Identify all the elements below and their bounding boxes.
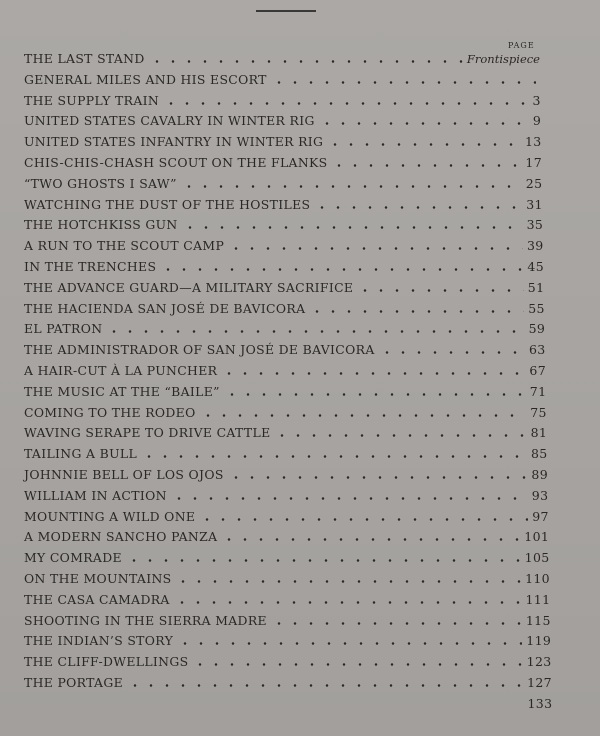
entry-title: A MODERN SANCHO PANZA [24,529,218,545]
dot-leader [228,247,523,250]
dot-leader [174,601,522,604]
entry-title: THE LAST STAND [24,51,145,66]
entry-page-number: 97 [532,508,549,524]
entry-title: A RUN TO THE SCOUT CAMP [24,238,225,254]
list-item [24,689,552,711]
entry-title: ON THE MOUNTAINS [24,571,172,586]
entry-title: JOHNNIE BELL OF LOS OJOS [24,467,224,482]
entry-title: UNITED STATES INFANTRY IN WINTER RIG [24,134,324,150]
entry-title: THE ADMINISTRADOR OF SAN JOSÉ DE BAVICORA [24,342,375,358]
dot-leader [181,185,522,188]
entry-page-number: 111 [525,591,551,607]
entry-title: THE HOTCHKISS GUN [24,217,178,233]
entry-page-number: 93 [531,487,549,503]
entry-page-number: 127 [527,675,552,690]
list-item [24,626,551,648]
list-item [24,356,546,378]
entry-page-number: 51 [527,279,545,295]
dot-leader [126,559,521,562]
list-item [24,460,548,482]
entry-title: THE SUPPLY TRAIN [24,92,160,108]
entry-page-number: 119 [526,633,552,649]
entry-title: EL PATRON [24,321,103,337]
entry-page-number: 81 [530,425,548,441]
entry-title: “TWO GHOSTS I SAW” [24,175,177,191]
entry-page-number: 85 [530,446,548,462]
list-item [24,86,541,108]
entry-page-number: 55 [528,300,545,316]
entry-page-number: 17 [525,155,542,170]
entry-page-number: 9 [532,113,542,129]
entry-page-number: 105 [524,550,550,566]
entry-title: THE ADVANCE GUARD—A MILITARY SACRIFICE [24,279,354,295]
dot-leader [271,81,537,84]
dot-leader [319,122,529,125]
list-item [24,294,545,316]
dot-leader [175,580,521,583]
list-item [24,169,542,191]
entry-title: MY COMRADE [24,550,122,566]
dot-leader [224,393,526,396]
entry-page-number: 133 [527,695,553,711]
entry-page-number: 89 [531,467,548,482]
entry-title: THE PORTAGE [24,675,123,690]
list-item [24,377,546,399]
dot-leader [177,642,522,645]
entry-page-number: 67 [529,363,546,378]
dot-leader [379,351,525,354]
list-item [24,190,543,212]
list-item [24,44,540,66]
list-item [24,127,542,149]
dot-leader [274,434,526,437]
entry-page-number: 101 [524,529,550,545]
list-item [24,314,545,336]
entry-title: THE CASA CAMADRA [24,591,170,607]
dot-leader [309,310,524,313]
list-item [24,543,550,565]
dot-leader [221,538,520,541]
list-item [24,481,548,503]
entry-title: UNITED STATES CAVALRY IN WINTER RIG [24,113,315,129]
entry-page-number: 110 [525,571,550,586]
list-item [24,585,550,607]
entry-title: WAVING SERAPE TO DRIVE CATTLE [24,425,271,441]
entry-title: IN THE TRENCHES [24,259,157,274]
list-item [24,398,547,420]
entry-page-number: 59 [528,321,546,337]
list-item [24,647,552,669]
entry-page-number: 115 [525,612,551,628]
dot-leader [182,226,523,229]
entry-page-number: 123 [526,654,552,670]
list-item [24,273,544,295]
entry-title: THE HACIENDA SAN JOSÉ DE BAVICORA [24,300,306,316]
list-item [24,668,552,690]
entry-page-number: 71 [529,383,547,399]
entry-page-number: 3 [532,92,541,108]
entry-page-number: 63 [528,342,546,358]
dot-leader [314,206,522,209]
list-item [24,65,540,87]
list-item [24,522,549,544]
entry-title: GENERAL MILES AND HIS ESCORT [24,71,267,87]
list-item [24,231,544,253]
dot-leader [192,663,522,666]
entry-page-number: 13 [524,134,542,150]
entry-title: SHOOTING IN THE SIERRA MADRE [24,612,267,628]
list-item [24,418,547,440]
dot-leader [357,289,523,292]
dot-leader [106,330,524,333]
entry-title: COMING TO THE RODEO [24,404,196,420]
dot-leader [127,684,523,687]
entry-title: THE MUSIC AT THE “BAILE” [24,383,220,399]
top-rule [256,10,316,12]
list-item [24,606,551,628]
entry-title: MOUNTING A WILD ONE [24,508,196,524]
dot-leader [160,268,523,271]
entry-title: A HAIR-CUT À LA PUNCHER [24,363,218,378]
entry-title: WATCHING THE DUST OF THE HOSTILES [24,196,311,212]
list-item [24,439,548,461]
page-column-header: PAGE [508,41,535,50]
dot-leader [271,622,522,625]
entry-page-number: 75 [530,404,547,420]
entry-page-number: 39 [526,238,544,254]
dot-leader [331,164,521,167]
list-item [24,335,546,357]
entry-page-number: Frontispiece [466,52,540,66]
dot-leader [163,102,528,105]
list-item [24,148,542,170]
entry-title: CHIS-CHIS-CHASH SCOUT ON THE FLANKS [24,155,328,170]
dot-leader [199,518,528,521]
dot-leader [141,455,527,458]
list-item [24,106,541,128]
dot-leader [221,372,525,375]
dot-leader [171,497,528,500]
list-item [24,564,550,586]
list-item [24,210,543,232]
entry-page-number: 45 [527,259,544,274]
entry-page-number: 31 [526,196,543,212]
entry-page-number: 35 [526,217,544,233]
dot-leader [228,476,528,479]
entry-title: WILLIAM IN ACTION [24,487,167,503]
entry-title: TAILING A BULL [24,446,138,462]
dot-leader [200,414,527,417]
entry-title: THE INDIAN’S STORY [24,633,174,649]
list-item [24,252,544,274]
dot-leader [149,60,463,63]
entry-title: THE CLIFF-DWELLINGS [24,654,189,670]
entry-page-number: 25 [525,175,543,191]
dot-leader [327,143,521,146]
list-item [24,502,549,524]
